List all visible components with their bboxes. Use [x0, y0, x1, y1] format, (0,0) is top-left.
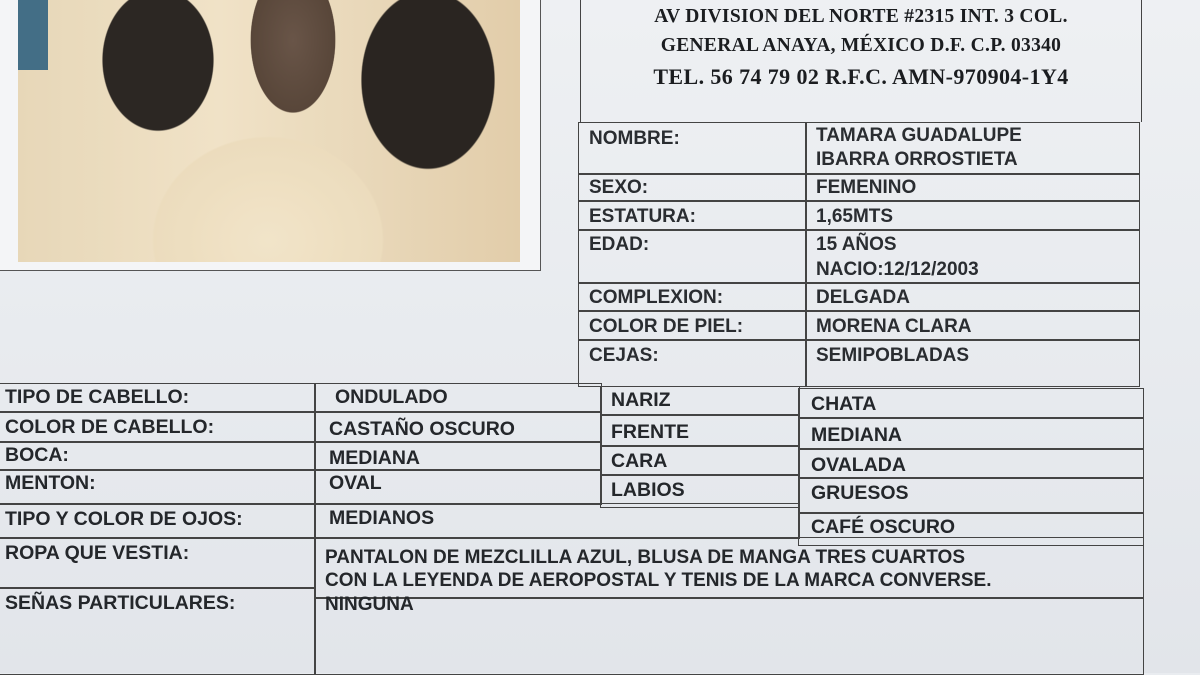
value-ojos-tipo: MEDIANOS: [314, 503, 800, 539]
value-frente: MEDIANA: [798, 417, 1144, 450]
label-edad: EDAD:: [578, 229, 807, 284]
value-boca: MEDIANA: [314, 441, 602, 471]
value-labios: GRUESOS: [798, 477, 1144, 514]
label-ropa: ROPA QUE VESTIA:: [0, 537, 316, 589]
value-nombre: TAMARA GUADALUPE IBARRA ORROSTIETA: [805, 122, 1140, 175]
value-estatura: 1,65MTS: [805, 200, 1140, 231]
label-boca: BOCA:: [0, 441, 316, 471]
photo-frame: [0, 0, 541, 271]
value-senas: NINGUNA: [314, 597, 1144, 675]
value-ojos-color: CAFÉ OSCURO: [798, 512, 1144, 546]
label-complexion: COMPLEXION:: [578, 282, 807, 312]
label-cara: CARA: [600, 445, 800, 476]
label-frente: FRENTE: [600, 414, 800, 447]
value-tipo-cabello: ONDULADO: [314, 383, 602, 413]
value-sexo: FEMENINO: [805, 173, 1140, 202]
address-line-1: AV DIVISION DEL NORTE #2315 INT. 3 COL.: [654, 6, 1068, 27]
value-nariz: CHATA: [798, 388, 1144, 419]
value-color-piel: MORENA CLARA: [805, 310, 1140, 341]
value-cara: OVALADA: [798, 448, 1144, 479]
label-senas: SEÑAS PARTICULARES:: [0, 587, 316, 675]
organization-header: [580, 0, 1142, 122]
value-ropa: PANTALON DE MEZCLILLA AZUL, BLUSA DE MANGA TRES CUARTOS CON LA LEYENDA DE AEROPOSTAL Y TENIS DE LA MARCA CONVERSE.: [314, 537, 1144, 599]
phone-rfc-line: TEL. 56 74 79 02 R.F.C. AMN-970904-1Y4: [653, 64, 1069, 89]
label-nariz: NARIZ: [600, 386, 800, 416]
label-tipo-cabello: TIPO DE CABELLO:: [0, 383, 316, 413]
value-cejas: SEMIPOBLADAS: [805, 339, 1140, 387]
label-sexo: SEXO:: [578, 173, 807, 202]
label-cejas: CEJAS:: [578, 339, 807, 387]
value-complexion: DELGADA: [805, 282, 1140, 312]
person-photo: [18, 0, 520, 262]
address-line-2: GENERAL ANAYA, MÉXICO D.F. C.P. 03340: [660, 35, 1062, 56]
label-ojos: TIPO Y COLOR DE OJOS:: [0, 503, 316, 539]
label-labios: LABIOS: [600, 474, 800, 508]
label-color-cabello: COLOR DE CABELLO:: [0, 411, 316, 443]
label-menton: MENTON:: [0, 469, 316, 505]
label-color-piel: COLOR DE PIEL:: [578, 310, 807, 341]
label-nombre: NOMBRE:: [578, 122, 807, 175]
label-estatura: ESTATURA:: [578, 200, 807, 231]
value-edad: 15 AÑOS NACIO:12/12/2003: [805, 229, 1140, 284]
value-color-cabello: CASTAÑO OSCURO: [314, 411, 602, 443]
value-menton: OVAL: [314, 469, 602, 505]
